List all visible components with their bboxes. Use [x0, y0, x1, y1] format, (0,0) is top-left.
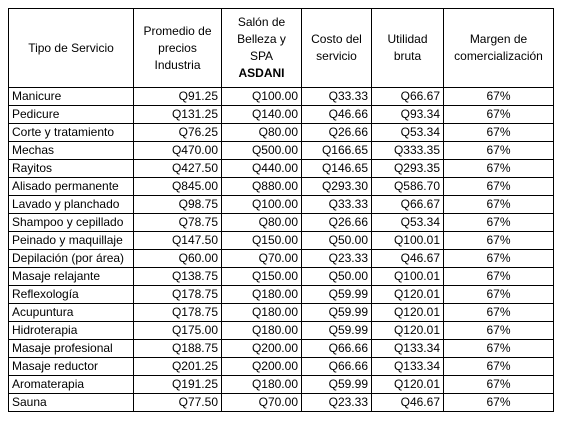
cell-service-type: Sauna: [9, 394, 134, 412]
cell-asdani-price: Q150.00: [222, 232, 302, 250]
cell-asdani-price: Q200.00: [222, 340, 302, 358]
cell-service-cost: Q26.66: [302, 124, 372, 142]
table-row: [9, 358, 554, 376]
cell-service-type: Masaje reductor: [9, 358, 134, 376]
cell-gross-profit: Q120.01: [372, 376, 444, 394]
cell-asdani-price: Q70.00: [222, 250, 302, 268]
cell-gross-profit: Q293.35: [372, 160, 444, 178]
cell-service-cost: Q23.33: [302, 250, 372, 268]
cell-industry-average: Q91.25: [134, 88, 222, 106]
cell-gross-profit: Q66.67: [372, 196, 444, 214]
table-row: [9, 124, 554, 142]
header-asdani-price-label: Salón de Belleza y SPA: [237, 15, 286, 63]
table-row: [9, 106, 554, 124]
cell-industry-average: Q188.75: [134, 340, 222, 358]
cell-margin: 67%: [444, 322, 554, 340]
cell-gross-profit: Q100.01: [372, 232, 444, 250]
cell-asdani-price: Q180.00: [222, 376, 302, 394]
cell-industry-average: Q131.25: [134, 106, 222, 124]
cell-service-cost: Q46.66: [302, 106, 372, 124]
cell-service-cost: Q23.33: [302, 394, 372, 412]
cell-gross-profit: Q586.70: [372, 178, 444, 196]
cell-gross-profit: Q333.35: [372, 142, 444, 160]
header-asdani-price: [222, 9, 302, 88]
cell-margin: 67%: [444, 232, 554, 250]
cell-service-cost: Q59.99: [302, 286, 372, 304]
cell-service-cost: Q33.33: [302, 88, 372, 106]
table-row: [9, 250, 554, 268]
cell-service-type: Corte y tratamiento: [9, 124, 134, 142]
cell-asdani-price: Q100.00: [222, 88, 302, 106]
header-margin: Margen de comercialización: [444, 9, 554, 88]
cell-margin: 67%: [444, 142, 554, 160]
header-service-cost: Costo del servicio: [302, 9, 372, 88]
table-row: [9, 142, 554, 160]
cell-service-type: Hidroterapia: [9, 322, 134, 340]
pricing-table: [8, 8, 554, 412]
cell-service-cost: Q59.99: [302, 376, 372, 394]
cell-margin: 67%: [444, 376, 554, 394]
table-row: [9, 394, 554, 412]
cell-industry-average: Q98.75: [134, 196, 222, 214]
header-industry-average: Promedio de precios Industria: [134, 9, 222, 88]
cell-asdani-price: Q70.00: [222, 394, 302, 412]
table-row: [9, 286, 554, 304]
table-row: [9, 88, 554, 106]
table-row: [9, 340, 554, 358]
cell-margin: 67%: [444, 160, 554, 178]
cell-service-type: Alisado permanente: [9, 178, 134, 196]
cell-gross-profit: Q93.34: [372, 106, 444, 124]
table-row: [9, 322, 554, 340]
cell-service-type: Peinado y maquillaje: [9, 232, 134, 250]
cell-service-cost: Q50.00: [302, 232, 372, 250]
table-row: [9, 232, 554, 250]
cell-asdani-price: Q100.00: [222, 196, 302, 214]
header-service-type: Tipo de Servicio: [9, 9, 134, 88]
table-row: [9, 268, 554, 286]
cell-margin: 67%: [444, 358, 554, 376]
cell-service-type: Reflexología: [9, 286, 134, 304]
table-row: [9, 160, 554, 178]
cell-industry-average: Q201.25: [134, 358, 222, 376]
cell-service-cost: Q26.66: [302, 214, 372, 232]
table-row: [9, 214, 554, 232]
cell-service-type: Manicure: [9, 88, 134, 106]
cell-margin: 67%: [444, 196, 554, 214]
cell-margin: 67%: [444, 286, 554, 304]
table-body: [9, 88, 554, 412]
cell-industry-average: Q470.00: [134, 142, 222, 160]
cell-gross-profit: Q133.34: [372, 358, 444, 376]
cell-service-type: Rayitos: [9, 160, 134, 178]
cell-gross-profit: Q120.01: [372, 286, 444, 304]
cell-service-type: Depilación (por área): [9, 250, 134, 268]
cell-asdani-price: Q150.00: [222, 268, 302, 286]
cell-asdani-price: Q140.00: [222, 106, 302, 124]
cell-industry-average: Q178.75: [134, 304, 222, 322]
cell-margin: 67%: [444, 268, 554, 286]
cell-industry-average: Q147.50: [134, 232, 222, 250]
cell-asdani-price: Q180.00: [222, 304, 302, 322]
cell-service-cost: Q59.99: [302, 322, 372, 340]
cell-industry-average: Q138.75: [134, 268, 222, 286]
cell-gross-profit: Q46.67: [372, 250, 444, 268]
cell-margin: 67%: [444, 250, 554, 268]
table-row: [9, 304, 554, 322]
table-row: [9, 376, 554, 394]
cell-service-cost: Q166.65: [302, 142, 372, 160]
cell-industry-average: Q178.75: [134, 286, 222, 304]
cell-service-cost: Q59.99: [302, 304, 372, 322]
cell-gross-profit: Q120.01: [372, 322, 444, 340]
cell-service-cost: Q33.33: [302, 196, 372, 214]
cell-gross-profit: Q46.67: [372, 394, 444, 412]
table-row: [9, 196, 554, 214]
cell-service-type: Masaje profesional: [9, 340, 134, 358]
header-asdani-brand: ASDANI: [238, 66, 285, 80]
cell-asdani-price: Q200.00: [222, 358, 302, 376]
cell-margin: 67%: [444, 124, 554, 142]
cell-asdani-price: Q440.00: [222, 160, 302, 178]
cell-asdani-price: Q500.00: [222, 142, 302, 160]
cell-service-type: Shampoo y cepillado: [9, 214, 134, 232]
cell-gross-profit: Q120.01: [372, 304, 444, 322]
cell-gross-profit: Q100.01: [372, 268, 444, 286]
cell-service-type: Aromaterapia: [9, 376, 134, 394]
cell-margin: 67%: [444, 394, 554, 412]
cell-asdani-price: Q80.00: [222, 124, 302, 142]
cell-service-cost: Q66.66: [302, 358, 372, 376]
cell-asdani-price: Q880.00: [222, 178, 302, 196]
cell-gross-profit: Q53.34: [372, 214, 444, 232]
cell-industry-average: Q427.50: [134, 160, 222, 178]
cell-service-cost: Q66.66: [302, 340, 372, 358]
cell-industry-average: Q191.25: [134, 376, 222, 394]
cell-industry-average: Q175.00: [134, 322, 222, 340]
cell-service-type: Mechas: [9, 142, 134, 160]
cell-service-cost: Q146.65: [302, 160, 372, 178]
table-row: [9, 178, 554, 196]
cell-industry-average: Q60.00: [134, 250, 222, 268]
cell-industry-average: Q78.75: [134, 214, 222, 232]
cell-margin: 67%: [444, 88, 554, 106]
cell-service-type: Masaje relajante: [9, 268, 134, 286]
cell-industry-average: Q76.25: [134, 124, 222, 142]
cell-asdani-price: Q180.00: [222, 322, 302, 340]
cell-gross-profit: Q66.67: [372, 88, 444, 106]
cell-industry-average: Q845.00: [134, 178, 222, 196]
cell-asdani-price: Q180.00: [222, 286, 302, 304]
cell-margin: 67%: [444, 106, 554, 124]
cell-service-type: Acupuntura: [9, 304, 134, 322]
cell-margin: 67%: [444, 178, 554, 196]
cell-service-type: Lavado y planchado: [9, 196, 134, 214]
cell-margin: 67%: [444, 214, 554, 232]
cell-gross-profit: Q53.34: [372, 124, 444, 142]
table-header-row: [9, 9, 554, 88]
cell-asdani-price: Q80.00: [222, 214, 302, 232]
cell-margin: 67%: [444, 304, 554, 322]
cell-margin: 67%: [444, 340, 554, 358]
cell-industry-average: Q77.50: [134, 394, 222, 412]
cell-service-cost: Q50.00: [302, 268, 372, 286]
cell-service-type: Pedicure: [9, 106, 134, 124]
cell-gross-profit: Q133.34: [372, 340, 444, 358]
header-gross-profit: Utilidad bruta: [372, 9, 444, 88]
cell-service-cost: Q293.30: [302, 178, 372, 196]
